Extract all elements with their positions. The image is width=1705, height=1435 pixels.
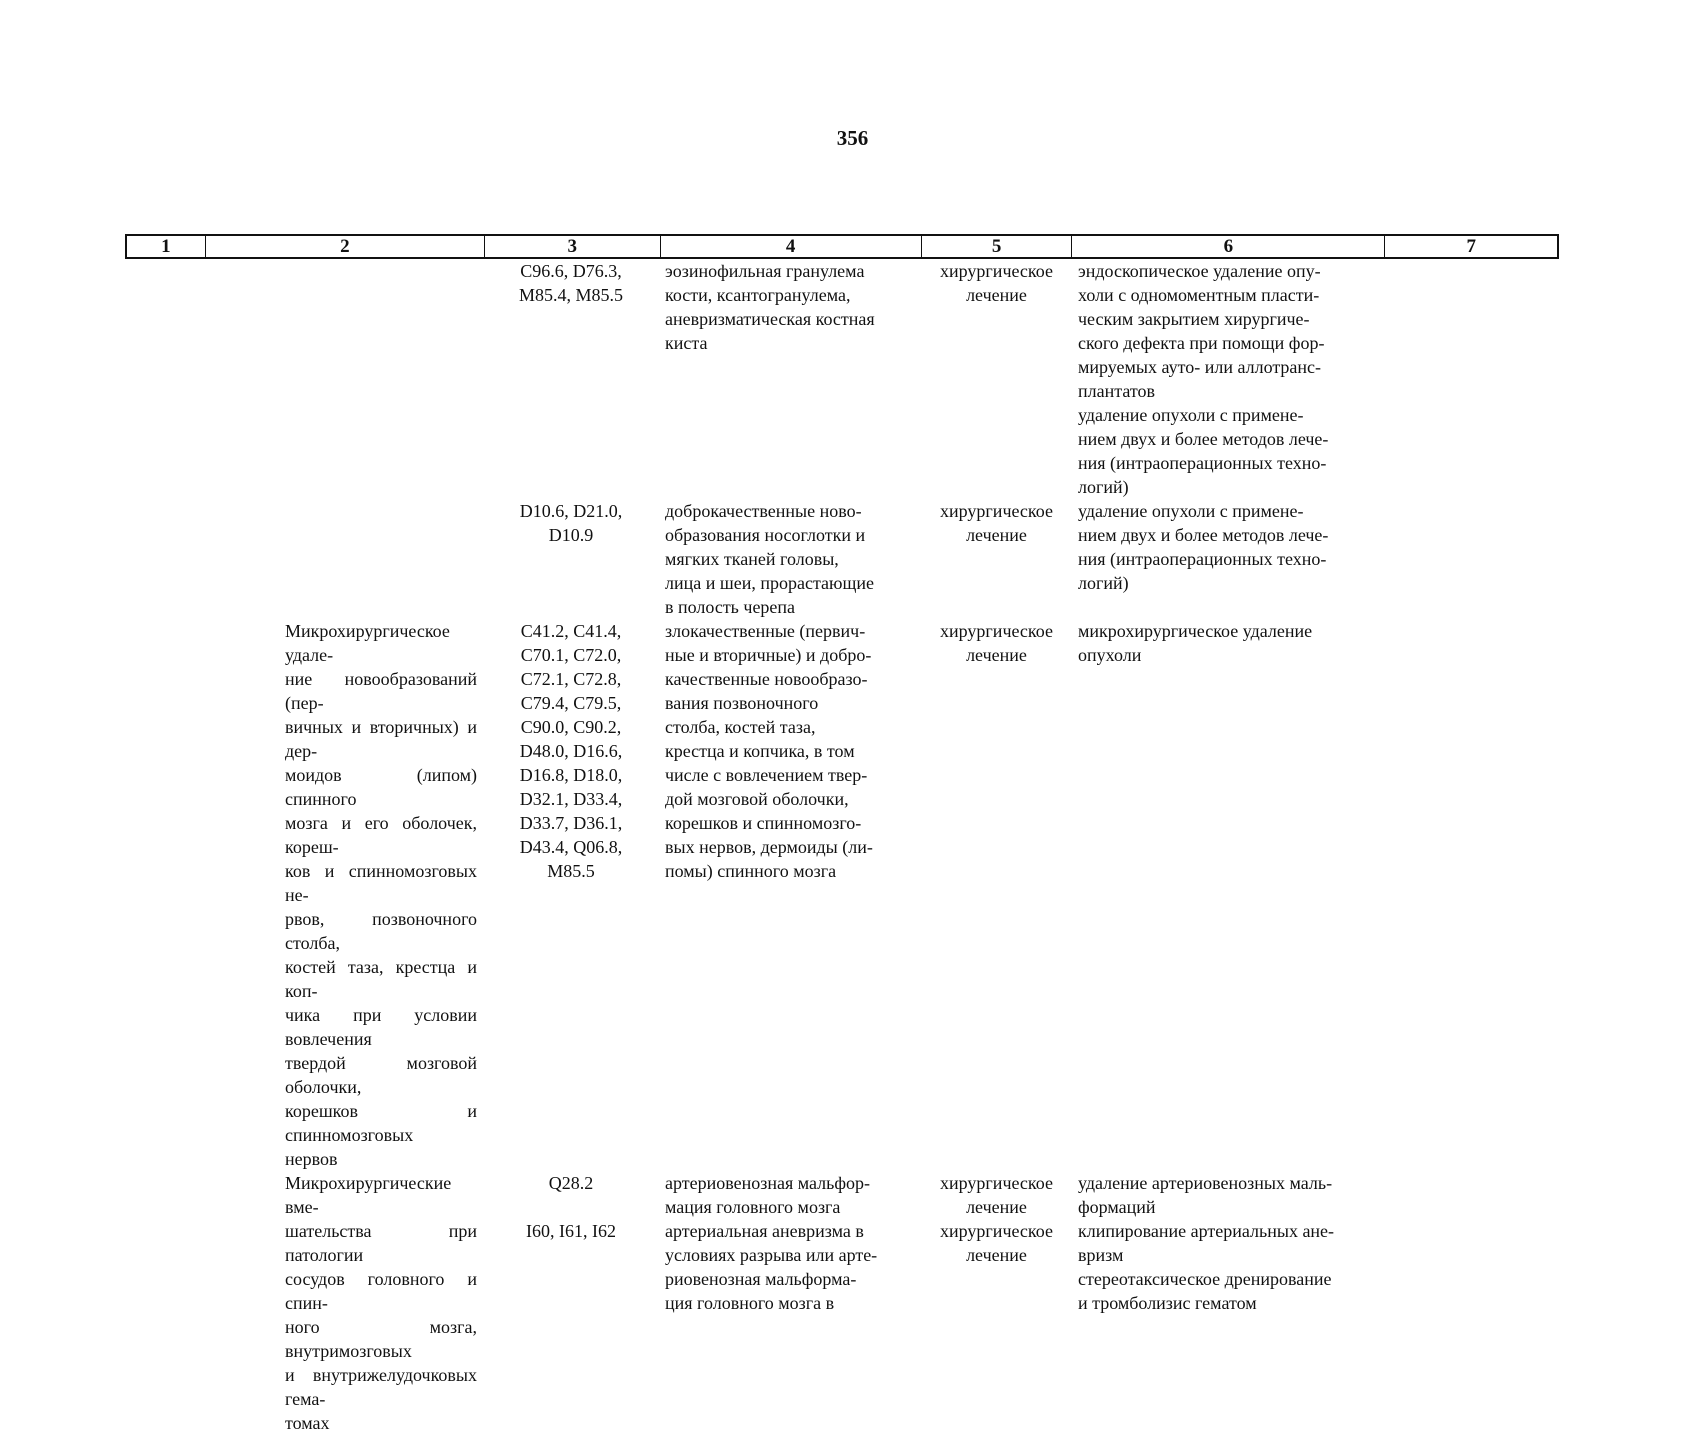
col-3-cell-line: I60, I61, I62 (526, 1221, 616, 1241)
col-4-cell-line: помы) спинного мозга (665, 861, 837, 881)
col-2-cell-line: и внутрижелудочковых гема- (285, 1365, 477, 1409)
col-4-cell-line: числе с вовлечением твер- (665, 765, 868, 785)
col-6-cell-line: холи с одномоментным пласти- (1078, 285, 1320, 305)
col-6-cell-line: и тромболизис гематом (1078, 1293, 1257, 1313)
col-4-cell (659, 259, 921, 499)
col-3-cell-line: D32.1, D33.4, (519, 789, 623, 809)
col-4-cell-line: качественные новообразо- (665, 669, 868, 689)
col-3-cell-line: C70.1, C72.0, (520, 645, 622, 665)
col-6-cell-line: нием двух и более методов лече- (1078, 525, 1329, 545)
col-5-cell (921, 259, 1072, 499)
col-5-cell-line: хирургическое (940, 1173, 1053, 1193)
col-4-cell-line: дой мозговой оболочки, (665, 789, 849, 809)
col-2-cell-line: Микрохирургическое удале- (285, 621, 450, 665)
col-4-cell-line: условиях разрыва или арте- (665, 1245, 878, 1265)
col-2-cell-line: Микрохирургические вме- (285, 1173, 452, 1217)
col-1-cell (125, 259, 203, 499)
col-4-cell-line: вания позвоночного (665, 693, 819, 713)
col-4-cell-line: мягких тканей головы, (665, 549, 839, 569)
col-6-cell-line: ского дефекта при помощи фор- (1078, 333, 1325, 353)
col-6-cell-line: опухоли (1078, 645, 1142, 665)
col-6-cell-line: стереотаксическое дренирование (1078, 1269, 1332, 1289)
col-4-cell (659, 619, 921, 1171)
col-3-cell-line: C96.6, D76.3, (520, 261, 622, 281)
col-2-cell-line: ков и спинномозговых не- (285, 861, 477, 905)
col-6-cell-line: плантатов (1078, 381, 1155, 401)
col-4-cell-line: лица и шеи, прорастающие (665, 573, 874, 593)
col-4-cell-line: корешков и спинномозго- (665, 813, 862, 833)
col-6-cell-line: формаций (1078, 1197, 1156, 1217)
header-col-1: 1 (161, 236, 171, 257)
col-4-cell-line: артериальная аневризма в (665, 1221, 864, 1241)
table-body (125, 259, 1559, 1435)
col-3-cell-line: M85.4, M85.5 (518, 285, 623, 305)
col-3-cell-line: C72.1, C72.8, (520, 669, 622, 689)
col-4-cell-line: артериовенозная мальфор- (665, 1173, 871, 1193)
col-6-cell (1072, 1219, 1386, 1315)
col-4-cell-line: столба, костей таза, (665, 717, 816, 737)
col-6-cell-line: удаление опухоли с примене- (1078, 405, 1304, 425)
col-2-cell-line: ние новообразований (пер- (285, 669, 477, 713)
col-3-cell-line: D43.4, Q06.8, (519, 837, 623, 857)
header-col-6: 6 (1071, 236, 1384, 257)
sub-row (483, 1171, 1386, 1219)
col-6-cell-line: мируемых ауто- или аллотранс- (1078, 357, 1322, 377)
col-3-cell-line: D48.0, D16.6, (519, 741, 623, 761)
col-6-cell (1072, 1171, 1386, 1219)
col-4-cell-line: вых нервов, дермоиды (ли- (665, 837, 873, 857)
col-4-cell (659, 1219, 921, 1315)
col-2-cell (203, 619, 483, 1171)
col-5-cell-line: хирургическое (940, 261, 1053, 281)
col-5-cell-line: лечение (966, 525, 1027, 545)
col-7-cell (1386, 259, 1559, 499)
col-7-cell (1386, 619, 1559, 1171)
col-2-cell-line: рвов, позвоночного столба, (285, 909, 477, 953)
col-5-cell-line: лечение (966, 645, 1027, 665)
sub-rows (483, 1171, 1386, 1435)
col-5-cell-line: лечение (966, 285, 1027, 305)
col-2-cell-line: костей таза, крестца и коп- (285, 957, 477, 1001)
col-3-cell-line: D33.7, D36.1, (519, 813, 623, 833)
col-6-cell (1072, 259, 1386, 499)
page-number: 356 (836, 126, 869, 150)
col-4-cell-line: доброкачественные ново- (665, 501, 862, 521)
col-6-cell-line: клипирование артериальных ане- (1078, 1221, 1335, 1241)
col-5-cell-line: лечение (966, 1245, 1027, 1265)
col-6-cell-line: удаление опухоли с примене- (1078, 501, 1304, 521)
col-3-cell (483, 1219, 659, 1315)
col-5-cell (921, 1171, 1072, 1219)
header-col-5: 5 (921, 236, 1072, 257)
col-3-cell-line: C90.0, C90.2, (520, 717, 622, 737)
col-4-cell-line: образования носоглотки и (665, 525, 866, 545)
header-col-4: 4 (660, 236, 921, 257)
col-3-cell-line: D10.6, D21.0, (519, 501, 623, 521)
col-4-cell-line: мация головного мозга (665, 1197, 841, 1217)
col-6-cell-line: ния (интраоперационных техно- (1078, 549, 1327, 569)
col-2-cell (203, 259, 483, 499)
table-row (125, 619, 1559, 1171)
col-6-cell-line: эндоскопическое удаление опу- (1078, 261, 1321, 281)
col-2-cell-line: томах (285, 1413, 330, 1433)
col-5-cell-line: лечение (966, 1197, 1027, 1217)
col-7-cell (1386, 1171, 1559, 1435)
col-4-cell-line: крестца и копчика, в том (665, 741, 855, 761)
col-5-cell-line: хирургическое (940, 621, 1053, 641)
col-2-cell-line: ного мозга, внутримозговых (285, 1317, 477, 1361)
col-3-cell-line: M85.5 (547, 861, 595, 881)
sub-row (483, 1219, 1386, 1315)
col-3-cell (483, 1171, 659, 1219)
col-2-cell-line: чика при условии вовлечения (285, 1005, 477, 1049)
col-6-cell-line: удаление артериовенозных маль- (1078, 1173, 1333, 1193)
col-6-cell-line: нием двух и более методов лече- (1078, 429, 1329, 449)
header-col-7: 7 (1384, 236, 1557, 257)
col-5-cell-line: хирургическое (940, 501, 1053, 521)
col-2-cell-line: твердой мозговой оболочки, (285, 1053, 477, 1097)
col-3-cell-line: D16.8, D18.0, (519, 765, 623, 785)
table-row (125, 499, 1559, 619)
col-3-cell (483, 259, 659, 499)
col-4-cell (659, 1171, 921, 1219)
col-2-cell (203, 499, 483, 619)
col-2-cell-line: мозга и его оболочек, кореш- (285, 813, 477, 857)
col-6-cell-line: логий) (1078, 573, 1129, 593)
col-1-cell (125, 619, 203, 1171)
col-5-cell (921, 619, 1072, 1171)
col-6-cell-line: логий) (1078, 477, 1129, 497)
col-6-cell (1072, 619, 1386, 1171)
col-4-cell-line: эозинофильная гранулема (665, 261, 865, 281)
col-3-cell-line: D10.9 (548, 525, 594, 545)
col-2-cell-line: моидов (липом) спинного (285, 765, 477, 809)
col-3-cell-line: C41.2, C41.4, (520, 621, 622, 641)
col-4-cell (659, 499, 921, 619)
col-2-cell-line: сосудов головного и спин- (285, 1269, 477, 1313)
header-col-3: 3 (484, 236, 660, 257)
col-5-cell (921, 1219, 1072, 1315)
table-row (125, 1171, 1559, 1435)
col-3-cell (483, 499, 659, 619)
col-4-cell-line: киста (665, 333, 708, 353)
col-2-cell-line: нервов (285, 1149, 338, 1169)
col-6-cell-line: ния (интраоперационных техно- (1078, 453, 1327, 473)
col-2-cell (203, 1171, 483, 1435)
col-5-cell (921, 499, 1072, 619)
col-4-cell-line: злокачественные (первич- (665, 621, 866, 641)
col-2-cell-line: корешков и спинномозговых (285, 1101, 477, 1145)
col-4-cell-line: в полость черепа (665, 597, 796, 617)
col-1-cell (125, 1171, 203, 1435)
col-4-cell-line: кости, ксантогранулема, (665, 285, 851, 305)
table-header-row (125, 234, 1559, 259)
col-2-cell-line: шательства при патологии (285, 1221, 477, 1265)
col-4-cell-line: ные и вторичные) и добро- (665, 645, 872, 665)
col-3-cell-line: C79.4, C79.5, (520, 693, 622, 713)
col-6-cell (1072, 499, 1386, 619)
header-col-2: 2 (205, 236, 484, 257)
col-4-cell-line: риовенозная мальформа- (665, 1269, 857, 1289)
col-7-cell (1386, 499, 1559, 619)
col-6-cell-line: вризм (1078, 1245, 1124, 1265)
col-5-cell-line: хирургическое (940, 1221, 1053, 1241)
col-4-cell-line: ция головного мозга в (665, 1293, 835, 1313)
col-6-cell-line: микрохирургическое удаление (1078, 621, 1313, 641)
col-1-cell (125, 499, 203, 619)
col-2-cell-line: вичных и вторичных) и дер- (285, 717, 477, 761)
col-4-cell-line: аневризматическая костная (665, 309, 875, 329)
col-3-cell-line: Q28.2 (548, 1173, 594, 1193)
col-3-cell (483, 619, 659, 1171)
col-6-cell-line: ческим закрытием хирургиче- (1078, 309, 1310, 329)
table-row (125, 259, 1559, 499)
